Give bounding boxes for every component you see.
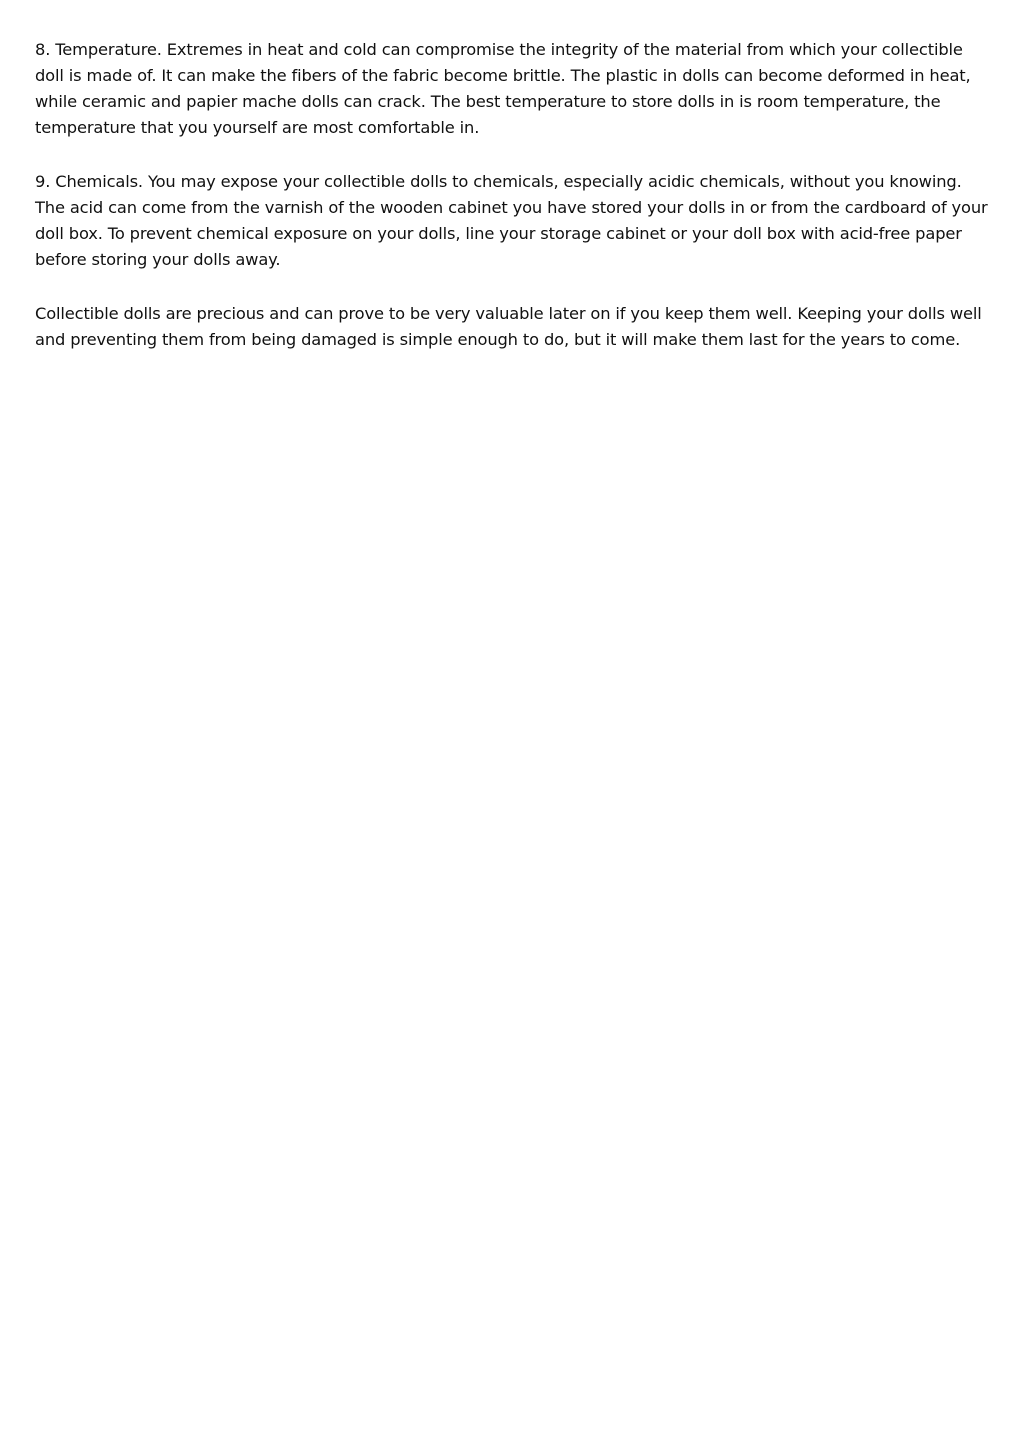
paragraph-chemicals: 9. Chemicals. You may expose your collectible dolls to chemicals, especially acidic chemicals, without you knowing. The acid can come from the varnish of the wooden cabinet you have stored your dolls in or from the cardboard of your doll box. To prevent chemical exposure on your dolls, line your storage cabinet or your doll box with acid-free paper before storing your dolls away. [35,172,988,269]
paragraph-conclusion: Collectible dolls are precious and can prove to be very valuable later on if you keep them well. Keeping your dolls well and preventing them from being damaged is simple enough to do, but it will make them last for the years to come. [35,304,982,349]
paragraph-temperature: 8. Temperature. Extremes in heat and cold can compromise the integrity of the material from which your collectible doll is made of. It can make the fibers of the fabric become brittle. The plastic in dolls can become deformed in heat, while ceramic and papier mache dolls can crack. The best temperature to store dolls in is room temperature, the temperature that you yourself are most comfortable in. [35,40,971,137]
document-page [35,37,995,381]
